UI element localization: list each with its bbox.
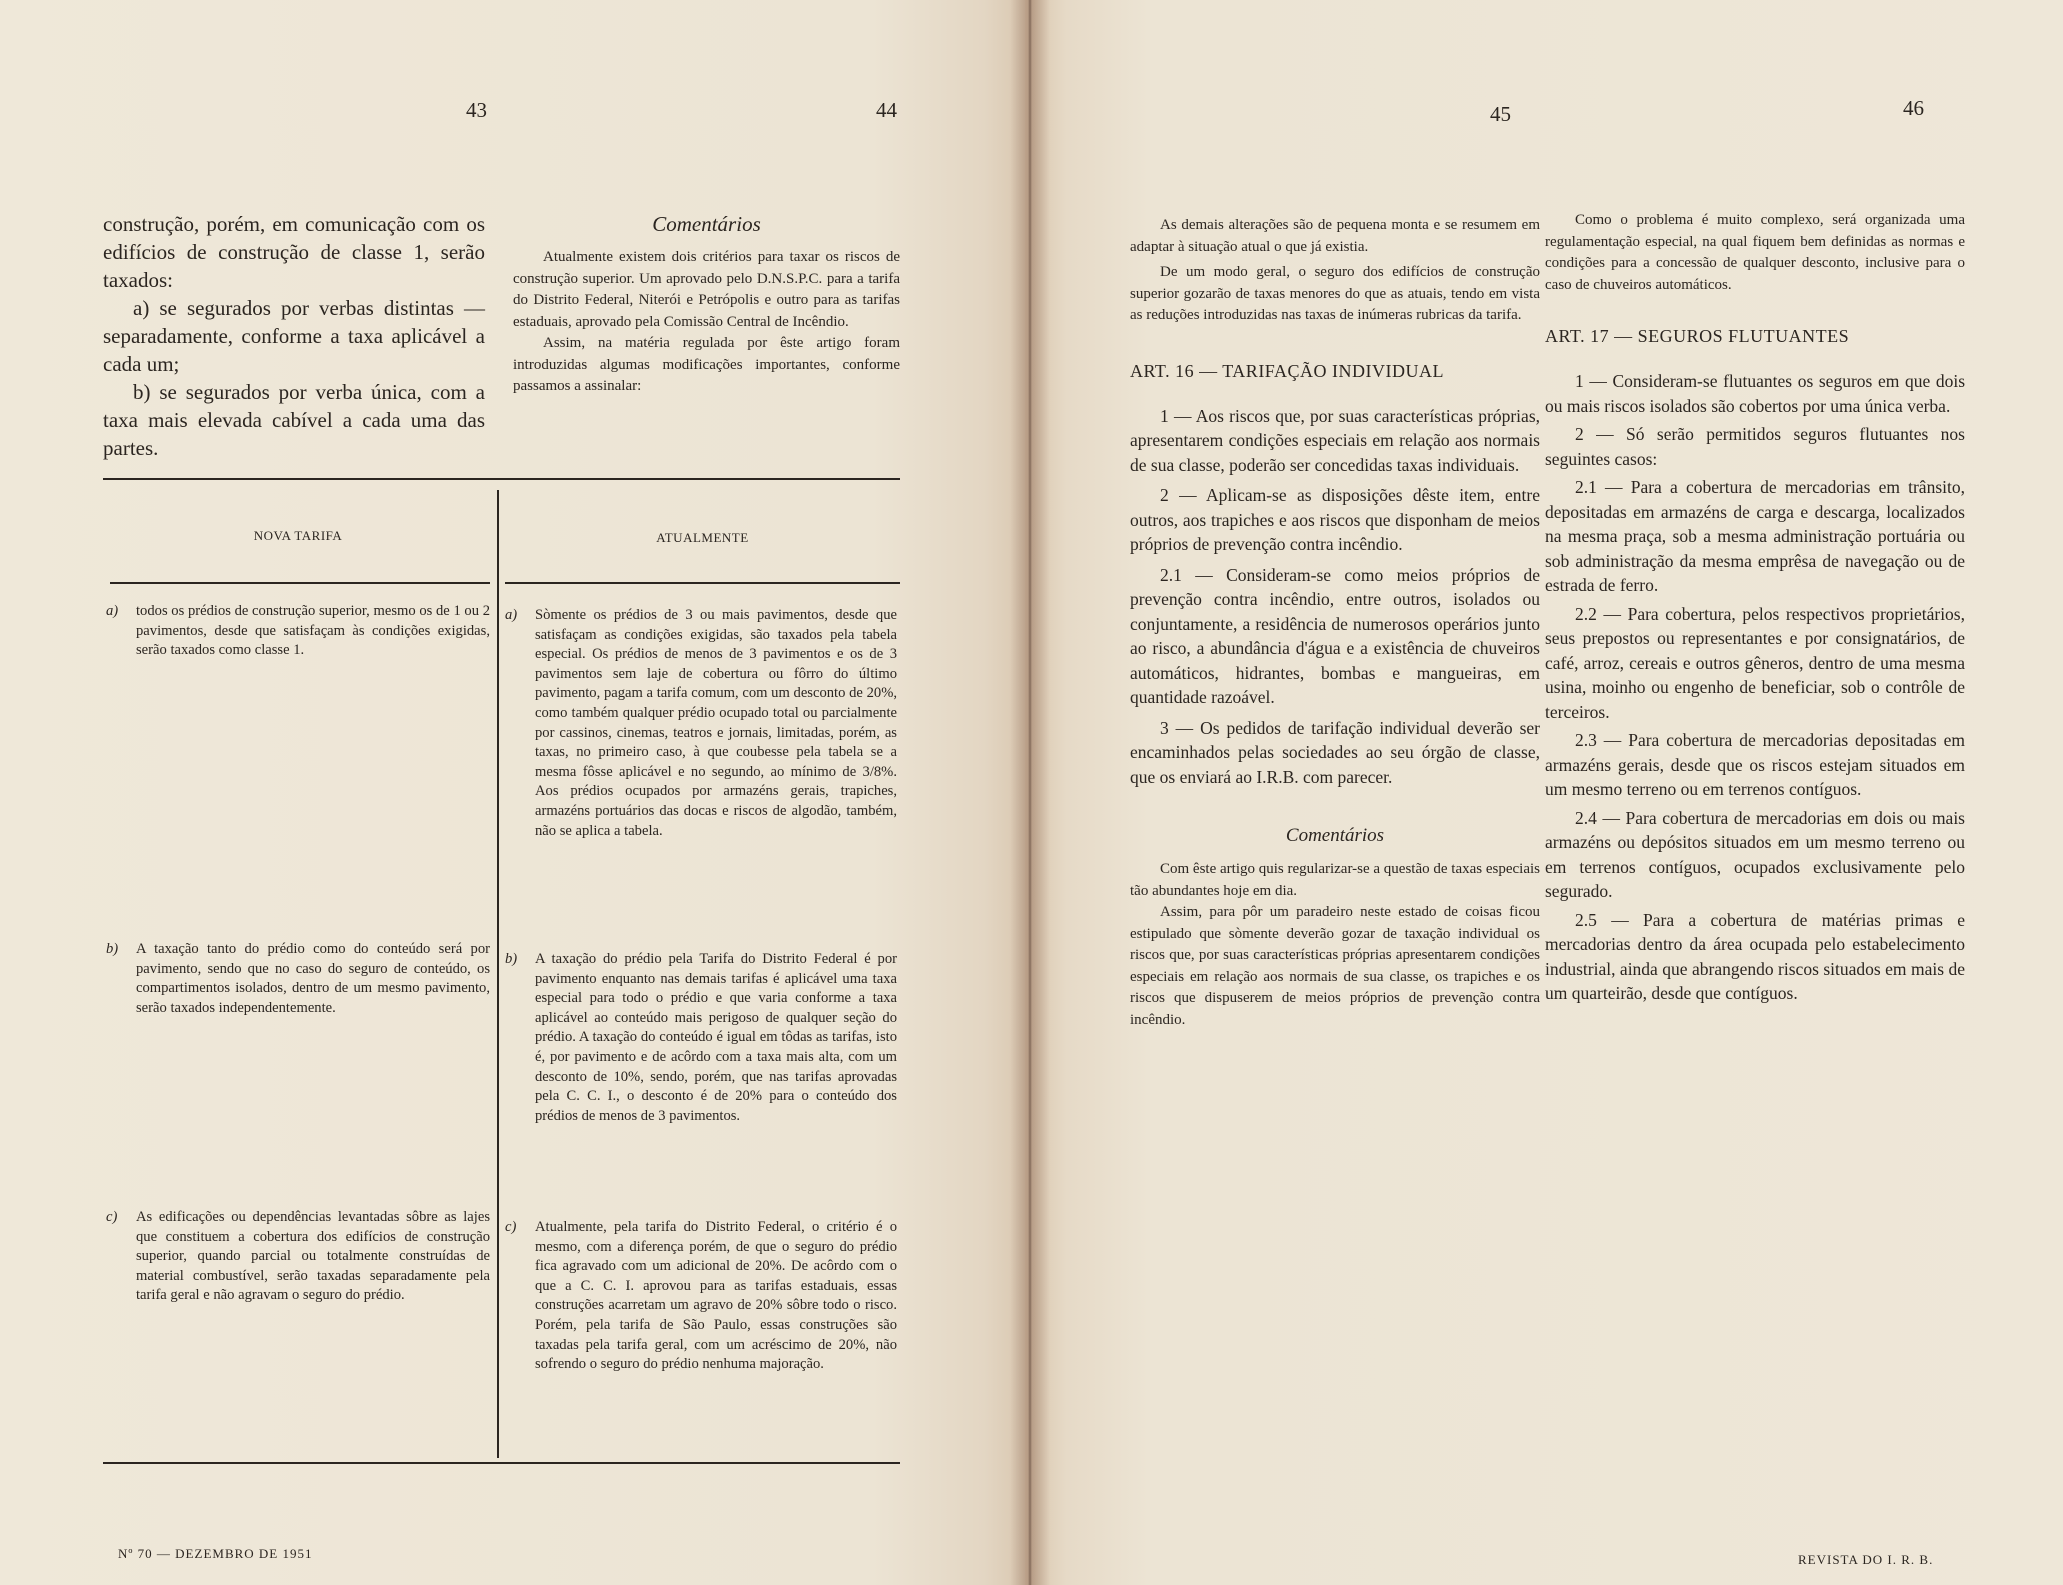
table-row-a-atual [505,606,897,936]
table-row-b-atual [505,950,897,1200]
comentarios-section-44 [513,212,900,398]
art-16-item-3: 3 — Os pedidos de tarifação individual deverão ser encaminhados pelas sociedades ao seu órgão de classe, que os enviará ao I.R.B. com parecer. [1130,717,1540,787]
row-label: a) [106,603,119,619]
table-column-divider [497,490,499,1458]
comentarios-heading-45: Comentários [1285,825,1385,846]
art-17-item-2: 2 — Só serão permitidos seguros flutuantes nos seguintes casos: [1545,424,1965,469]
page-45-column [1130,215,1540,1031]
art-16-item-1: 1 — Aos riscos que, por suas características próprias, apresentarem condições especiais em relação aos normais de sua classe, poderão ser concedidas taxas individuais. [1130,405,1540,475]
left-page [0,0,1025,1585]
art-17-item-2-5: 2.5 — Para a cobertura de matérias primas e mercadorias dentro da área ocupada pelo estabelecimento industrial, ainda que abrangendo riscos situados em mais de um quarteirão, desde que contíguos. [1545,909,1965,1003]
p46-intro: Como o problema é muito complexo, será organizada uma regulamentação especial, na qual fiquem bem definidas as normas e condições para a concessão de qualquer desconto, inclusive para o caso de chuveiros automáticos. [1545,212,1965,293]
table-bottom-rule [103,1462,900,1464]
art-16-item-2: 2 — Aplicam-se as disposições dêste item, entre outros, aos trapiches e aos riscos que disponham de meios próprios de prevenção contra incêndio. [1130,485,1540,554]
table-row-c-atual [505,1218,897,1458]
continuation-text [103,210,485,462]
row-label: b) [505,951,518,967]
comentarios-paragraph-1: Atualmente existem dois critérios para taxar os riscos de construção superior. Um aprovado pelo D.N.S.P.C. para a tarifa do Distrito Federal, Niterói e Petrópolis e outro para as tarifas estaduais, aprovado pela Comissão Central de Incêndio. [513,249,900,330]
art-17-item-2-1: 2.1 — Para a cobertura de mercadorias em trânsito, depositadas em armazéns de carga e descarga, localizados na mesma praça, sob a mesma administração portuária ou sob administração da mesma emprêsa de navegação ou de estrada de ferro. [1545,477,1965,595]
row-text: Atualmente, pela tarifa do Distrito Federal, o critério é o mesmo, com a diferença porém, de que o seguro do prédio fica agravado com um adicional de 20%. De acôrdo com o que a C. C. I. aprovou para as tarifas estaduais, essas construções acarretam um agravo de 20% sôbre todo o risco. Porém, pela tarifa de São Paulo, essas construções são taxadas pela tarifa geral, com um acréscimo de 20%, não sofrendo o seguro do prédio nenhuma majoração. [535,1219,897,1373]
row-text: A taxação do prédio pela Tarifa do Distrito Federal é por pavimento enquanto nas demais tarifas é aplicável uma taxa especial para todo o prédio e que varia conforme a taxa aplicável ao conteúdo mais perigoso de qualquer seção do prédio. A taxação do conteúdo é igual em tôdas as tarifas, isto é, por pavimento e de acôrdo com a taxa mais alta, com um desconto de 10%, sendo, porém, que nas tarifas aprovadas pela C. C. I., o desconto é de 20% para o conteúdo dos prédios de menos de 3 pavimentos. [535,951,897,1124]
comentarios-45-paragraph-2: Assim, para pôr um paradeiro neste estado de coisas ficou estipulado que sòmente deverão gozar de taxação individual os riscos que, por suas características próprias apresentarem condições especiais em relação aos normais de sua classe, os trapiches e os riscos que dispuserem de meios próprios de prevenção contra incêndio. [1130,904,1540,1028]
table-header-atualmente: ATUALMENTE [656,530,749,545]
art-17-item-2-4: 2.4 — Para cobertura de mercadorias em dois ou mais armazéns ou depósitos situados em um mesmo terreno ou em terrenos contíguos, ocupados exclusivamente pelo segurado. [1545,807,1965,901]
table-header-rule-left [110,582,490,584]
table-header-rule-right [505,582,900,584]
p45-intro-2: De um modo geral, o seguro dos edifícios de construção superior gozarão de taxas menores do que as atuais, tendo em vista as reduções introduzidas nas taxas de inúmeras rubricas da tarifa. [1130,264,1540,323]
art-17-item-1: 1 — Consideram-se flutuantes os seguros em que dois ou mais riscos isolados são cobertos por uma única verba. [1545,371,1965,416]
item-b-paragraph: b) se segurados por verba única, com a taxa mais elevada cabível a cada uma das partes. [103,380,485,460]
table-row-c-nova [106,1208,490,1358]
art-16-item-2-1: 2.1 — Consideram-se como meios próprios de prevenção contra incêndio, entre outros, isolados ou conjuntamente, a residência de numerosos operários junto ao risco, a abundância d'água e a existência de chuveiros automáticos, hidrantes, bombas e mangueiras, em quantidade razoável. [1130,564,1540,707]
footer-journal: REVISTA DO I. R. B. [1798,1552,1934,1567]
row-text: As edificações ou dependências levantadas sôbre as lajes que constituem a cobertura dos edifícios de construção superior, quando parcial ou totalmente construídas de material combustível, serão taxadas separadamente pela tarifa geral e não agravam o seguro do prédio. [136,1209,490,1304]
page-number-46: 46 [1903,96,1924,120]
row-text: todos os prédios de construção superior, mesmo os de 1 ou 2 pavimentos, desde que satisfaçam às condições exigidas, serão taxados como classe 1. [136,603,490,659]
comentarios-45-paragraph-1: Com êste artigo quis regularizar-se a questão de taxas especiais tão abundantes hoje em dia. [1130,861,1540,899]
art-17-item-2-3: 2.3 — Para cobertura de mercadorias depositadas em armazéns gerais, desde que os riscos estejam situados em um mesmo terreno ou em terrenos contíguos. [1545,730,1965,799]
right-page [1025,0,2063,1585]
page-number-44: 44 [876,98,897,122]
comentarios-heading: Comentários [652,212,761,236]
footer-issue: Nº 70 — DEZEMBRO DE 1951 [118,1546,313,1561]
row-label: a) [505,607,518,623]
p45-intro-1: As demais alterações são de pequena monta e se resumem em adaptar à situação atual o que já existia. [1130,217,1540,255]
table-row-a-nova [106,602,490,692]
row-label: c) [505,1219,517,1235]
row-label: c) [106,1209,118,1225]
art-16-title: ART. 16 — TARIFAÇÃO INDIVIDUAL [1130,360,1444,381]
row-text: A taxação tanto do prédio como do conteúdo será por pavimento, sendo que no caso do seguro de conteúdo, os compartimentos isolados, dentro de um mesmo pavimento, serão taxados independentemente. [136,941,490,1016]
row-label: b) [106,941,119,957]
page-46-column [1545,210,1965,1006]
intro-paragraph: construção, porém, em comunicação com os edifícios de construção de classe 1, serão taxados: [103,212,485,292]
table-top-rule [103,478,900,480]
art-17-title: ART. 17 — SEGUROS FLUTUANTES [1545,326,1850,346]
comentarios-paragraph-2: Assim, na matéria regulada por êste artigo foram introduzidas algumas modificações importantes, conforme passamos a assinalar: [513,335,900,394]
page-number-45: 45 [1490,102,1511,126]
art-17-item-2-2: 2.2 — Para cobertura, pelos respectivos proprietários, seus prepostos ou representantes e por consignatários, de café, arroz, cereais e outros gêneros, dentro de uma mesma usina, moinho ou engenho de beneficiar, sob o contrôle de terceiros. [1545,603,1965,722]
table-row-b-nova [106,940,490,1060]
row-text: Sòmente os prédios de 3 ou mais pavimentos, desde que satisfaçam as condições exigidas, são taxados pela tabela especial. Os prédios de menos de 3 pavimentos e os de 3 pavimentos sem laje de cobertura ou fôrro do último pavimento, pagam a tarifa comum, com um desconto de 20%, como também qualquer prédio ocupado total ou parcialmente por cassinos, cinemas, teatros e jornais, limitadas, porém, as taxas, no primeiro caso, à que coubesse pela tabela se a mesma fôsse aplicável e no segundo, ao mínimo de 3/8%. Aos prédios ocupados por armazéns gerais, trapiches, armazéns portuários das docas e riscos de algodão, também, não se aplica a tabela. [535,607,897,839]
item-a-paragraph: a) se segurados por verbas distintas — separadamente, conforme a taxa aplicável a cada um; [103,296,485,376]
table-header-nova-tarifa: NOVA TARIFA [253,528,343,543]
page-number-43: 43 [466,98,487,122]
